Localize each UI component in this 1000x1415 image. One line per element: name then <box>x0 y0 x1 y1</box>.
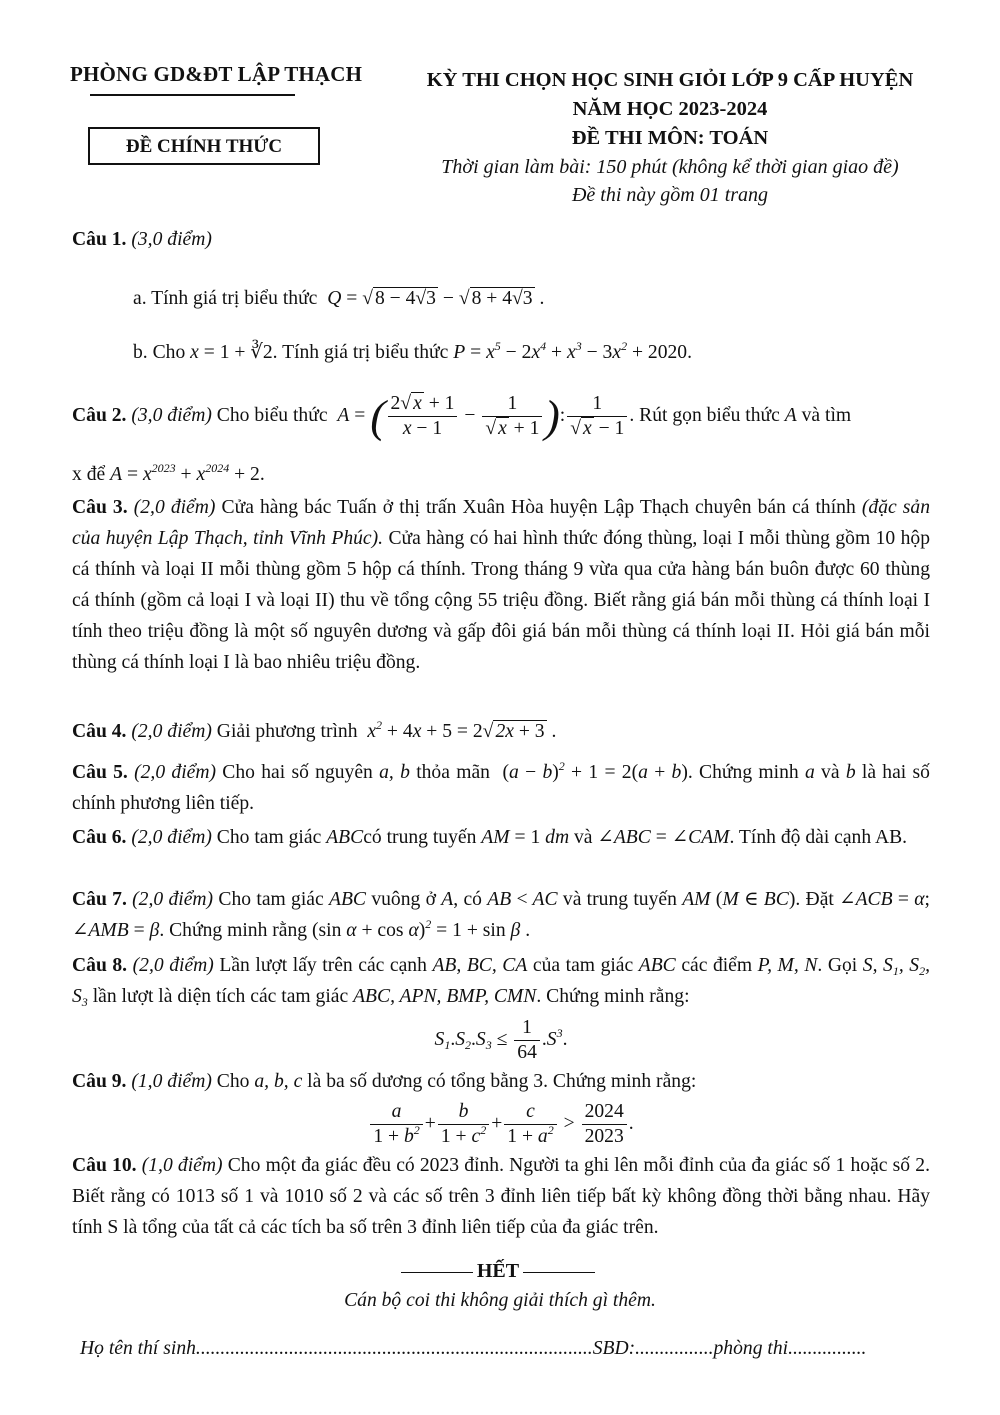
formula-q: Q = √ 8 − 4√3 − √ 8 + 4√3 . <box>322 288 545 309</box>
question-7: Câu 7. (2,0 điểm) Cho tam giác ABC vuông ở A, có AB < AC và trung tuyến AM (M ∈ BC). Đặt ∠ACB = α; ∠AMB = β. Chứng minh rằng (sin α + cos α)$^2$ = 1 + sin β . <box>72 889 930 941</box>
dash-left <box>401 1272 473 1273</box>
formula-area-inequality: $S_1.S_2.S_3$ ≤ $\frac{1}{64}$ $.S^3$. <box>434 1017 568 1063</box>
question-2-line-2: x để $A = x^{2023} + x^{2024} + 2$. <box>72 461 265 485</box>
candidate-info-line: Họ tên thí sinh.................................................................................SBD:................phòng thi................ <box>80 1338 867 1359</box>
question-9: Câu 9. (1,0 điểm) Cho a, b, c là ba số dương có tổng bằng 3. Chứng minh rằng: <box>72 1071 697 1092</box>
question-2: Câu 2. (3,0 điểm) Cho biểu thức A = ( $\frac{2√ x + 1}{x - 1}$ − $\frac{1}{√ x + 1}$ ): $\frac{1}{√ x - 1}$ . Rút gọn biểu thức A và tìm <box>72 390 852 442</box>
question-5: Câu 5. (2,0 điểm) Cho hai số nguyên a, b thỏa mãn $(a - b)^2 + 1 = 2(a + b)$. Chứng minh a và b là hai số chính phương liên tiếp. <box>72 759 930 814</box>
question-10: Câu 10. (1,0 điểm) Cho một đa giác đều có 2023 đỉnh. Người ta ghi lên mỗi đỉnh của đa giác số 1 hoặc số 2. Biết rằng có 1013 số 1 và 1010 số 2 và các số trên 3 đỉnh liên tiếp bất kỳ không đồng thời bằng nhau. Hãy tính S là tổng của tất cả các tích ba số trên 3 đỉnh liên tiếp của đa giác trên. <box>72 1155 930 1238</box>
time-note: Thời gian làm bài: 150 phút (không kể thời gian giao đề) <box>441 156 899 178</box>
question-1b: b. Cho x = 1 + ∛2. Tính giá trị biểu thức $P = x^5 - 2x^4 + x^3 - 3x^2 + 2020$. <box>133 339 692 363</box>
formula-equation: $x^2 + 4x + 5 = 2√$ 2x + 3 . <box>362 718 557 742</box>
formula-x: x = 1 + ∛2 <box>190 342 273 363</box>
question-4: Câu 4. (2,0 điểm) Giải phương trình $x^2 + 4x + 5 = 2√$ 2x + 3 . <box>72 718 557 742</box>
exam-header <box>405 66 935 209</box>
department-underline <box>90 94 295 96</box>
formula-ab: $(a - b)^2 + 1 = 2(a + b)$ <box>502 759 688 783</box>
dash-right <box>523 1272 595 1273</box>
question-1a: a. Tính giá trị biểu thức Q = √ 8 − 4√3 − √ 8 + 4√3 . <box>133 288 545 309</box>
department-name: PHÒNG GD&ĐT LẬP THẠCH <box>70 62 363 86</box>
end-mark: HẾT <box>383 1260 613 1283</box>
exam-subject: ĐỀ THI MÔN: TOÁN <box>571 127 769 149</box>
formula-angles: ∠ABC = ∠CAM <box>597 827 730 848</box>
formula-am: AM = 1 dm <box>481 827 570 848</box>
formula-a: A = ( $\frac{2√ x + 1}{x - 1}$ − $\frac{1}{√ x + 1}$ ): $\frac{1}{√ x - 1}$ <box>332 405 629 426</box>
formula-trig: (sin α + cos α)$^2$ = 1 + sin β . <box>312 917 531 941</box>
question-3: Câu 3. (2,0 điểm) Cửa hàng bác Tuấn ở thị trấn Xuân Hòa huyện Lập Thạch chuyên bán cá thính (đặc sản của huyện Lập Thạch, tỉnh Vĩnh Phúc). Cửa hàng có hai hình thức đóng thùng, loại I mỗi thùng gồm 10 hộp cá thính và loại II mỗi thùng gồm 5 hộp cá thính. Trong tháng 9 vừa qua cửa hàng bán buôn được 60 thùng cá thính (gồm cả loại I và loại II) thu về tổng cộng 55 triệu đồng. Biết rằng giá bán mỗi thùng cá thính loại I tính theo triệu đồng là một số nguyên dương và gấp đôi giá bán mỗi thùng cá thính loại II. Hỏi giá bán mỗi thùng cá thính loại I là bao nhiêu triệu đồng. <box>72 497 930 673</box>
formula-p: $P = x^5 - 2x^4 + x^3 - 3x^2 + 2020$. <box>453 339 692 363</box>
question-1-heading <box>72 224 930 255</box>
formula-fraction-inequality: $\frac{a}{1 + b^2}$ + $\frac{b}{1 + c^2}$ + $\frac{c}{1 + a^2}$ > $\frac{2024}{2023}$ . <box>72 1100 930 1149</box>
proctor-note: Cán bộ coi thi không giải thích gì thêm. <box>344 1290 656 1311</box>
question-8: Câu 8. (2,0 điểm) Lần lượt lấy trên các cạnh AB, BC, CA của tam giác ABC các điểm P, M, N. Gọi S, $S_1$, $S_2$, $S_3$ lần lượt là diện tích các tam giác ABC, APN, BMP, CMN. Chứng minh rằng: <box>72 955 930 1009</box>
question-6: Câu 6. (2,0 điểm) Cho tam giác ABCcó trung tuyến AM = 1 dm và ∠ABC = ∠CAM. Tính độ dài cạnh AB. <box>72 827 908 848</box>
exam-title: KỲ THI CHỌN HỌC SINH GIỎI LỚP 9 CẤP HUYỆN <box>426 69 914 91</box>
official-label: ĐỀ CHÍNH THỨC <box>88 127 320 165</box>
formula-alpha-beta: ∠ACB = α; ∠AMB = β <box>72 889 930 941</box>
question-label: Câu 1. <box>72 229 127 250</box>
question-points: (3,0 điểm) <box>131 229 212 250</box>
school-year: NĂM HỌC 2023-2024 <box>572 98 768 120</box>
pages-note: Đề thi này gồm 01 trang <box>571 184 769 206</box>
formula-condition: $A = x^{2023} + x^{2024} + 2$. <box>110 461 265 485</box>
